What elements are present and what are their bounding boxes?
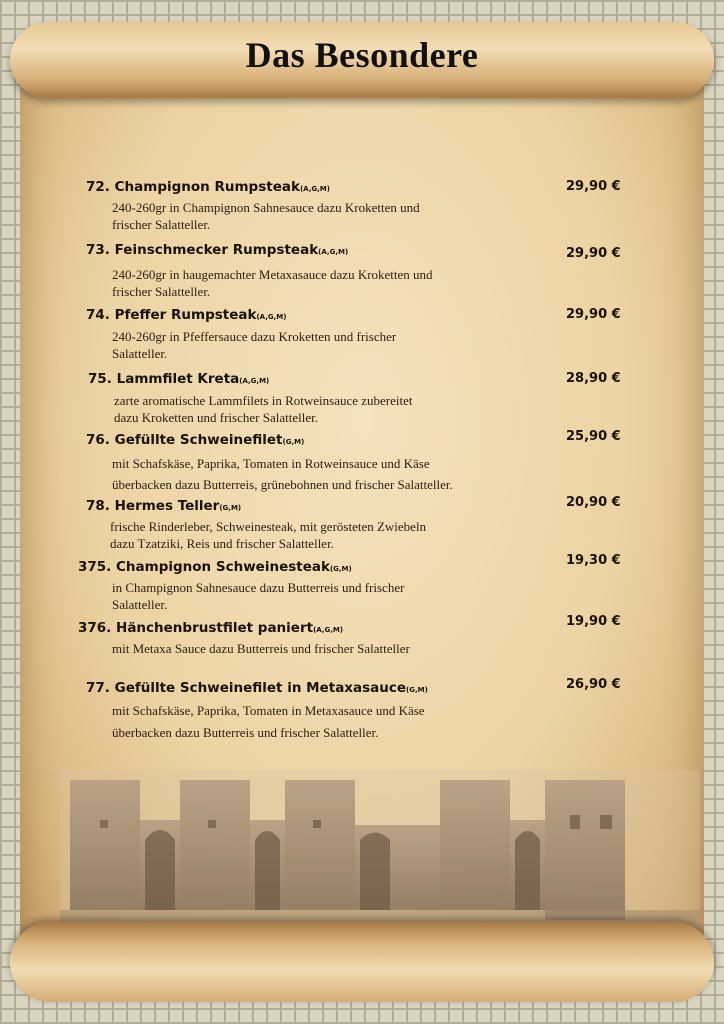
menu-item-name: 75. Lammfilet Kreta(A,G,M) xyxy=(88,371,270,387)
menu-item-name: 376. Hänchenbrustfilet paniert(A,G,M) xyxy=(78,620,344,636)
menu-item-price: 19,90 € xyxy=(566,614,621,629)
menu-item-price: 19,30 € xyxy=(566,553,621,568)
menu-item-description: zarte aromatische Lammfilets in Rotweinsauce zubereitet dazu Kroketten und frischer Salatteller. xyxy=(114,393,413,425)
scroll-bottom-roll xyxy=(10,922,714,1002)
menu-item-price: 29,90 € xyxy=(566,307,621,322)
menu-item-description: frische Rinderleber, Schweinesteak, mit gerösteten Zwiebeln dazu Tzatziki, Reis und frischer Salatteller. xyxy=(110,519,427,551)
castle-illustration xyxy=(60,770,700,930)
menu-item-price: 29,90 € xyxy=(566,179,621,194)
menu-item-name: 74. Pfeffer Rumpsteak(A,G,M) xyxy=(86,307,287,323)
menu-item-description: in Champignon Sahnesauce dazu Butterreis und frischer Salatteller. xyxy=(112,580,405,612)
menu-item-price: 20,90 € xyxy=(566,495,621,510)
menu-item-price: 29,90 € xyxy=(566,246,621,261)
menu-item-description: mit Schafskäse, Paprika, Tomaten in Metaxasauce und Käse überbacken dazu Butterreis und frischer Salatteller. xyxy=(112,703,425,740)
menu-item-description: mit Schafskäse, Paprika, Tomaten in Rotweinsauce und Käse überbacken dazu Butterreis, grünebohnen und frischer Salatteller. xyxy=(112,456,453,492)
menu-item-name: 77. Gefüllte Schweinefilet in Metaxasauce(G,M) xyxy=(86,680,428,696)
menu-item-name: 76. Gefüllte Schweinefilet(G,M) xyxy=(86,432,305,448)
menu-item-name: 375. Champignon Schweinesteak(G,M) xyxy=(78,559,352,575)
menu-item-description: 240-260gr in Champignon Sahnesauce dazu Kroketten und frischer Salatteller. xyxy=(112,200,420,232)
menu-item-name: 72. Champignon Rumpsteak(A,G,M) xyxy=(86,179,330,195)
menu-item-description: mit Metaxa Sauce dazu Butterreis und frischer Salatteller xyxy=(112,641,410,656)
menu-item-name: 73. Feinschmecker Rumpsteak(A,G,M) xyxy=(86,242,349,258)
menu-item-name: 78. Hermes Teller(G,M) xyxy=(86,498,242,514)
menu-item-price: 26,90 € xyxy=(566,677,621,692)
page-title: Das Besondere xyxy=(245,35,479,75)
menu-item-description: 240-260gr in haugemachter Metaxasauce dazu Kroketten und frischer Salatteller. xyxy=(112,267,433,299)
menu-item-description: 240-260gr in Pfeffersauce dazu Kroketten und frischer Salatteller. xyxy=(112,329,397,361)
menu-item-price: 28,90 € xyxy=(566,371,621,386)
menu-item-price: 25,90 € xyxy=(566,429,621,444)
